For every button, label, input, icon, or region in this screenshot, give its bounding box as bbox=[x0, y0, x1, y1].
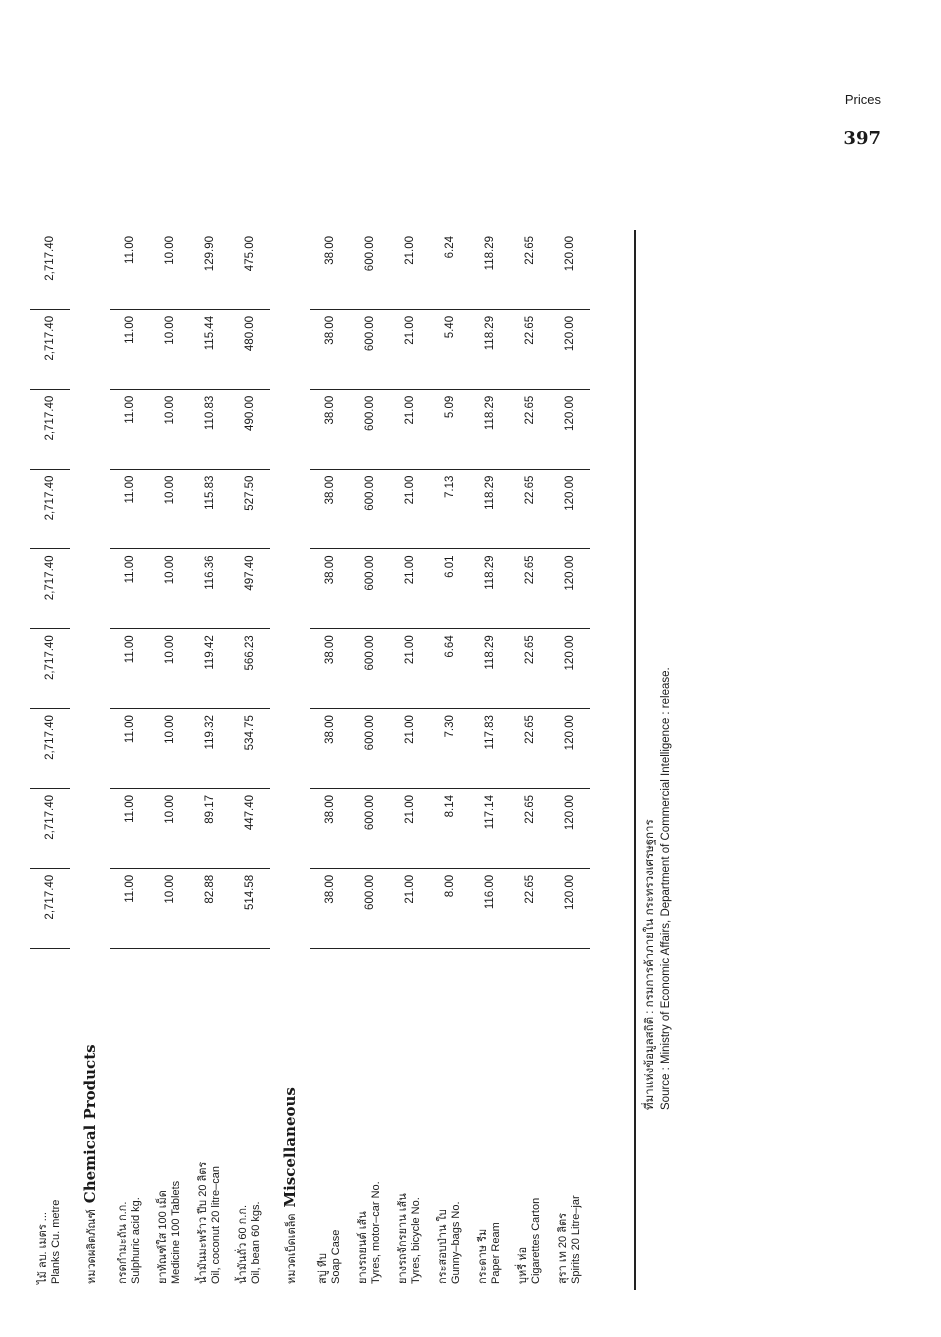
row-label bbox=[510, 948, 550, 1290]
price-cell: 5.09 bbox=[430, 389, 470, 469]
page-number: 397 bbox=[843, 128, 881, 149]
table-row bbox=[550, 230, 590, 1290]
section-heading bbox=[70, 230, 110, 1290]
price-cell: 22.65 bbox=[510, 549, 550, 629]
price-cell: 38.00 bbox=[310, 389, 350, 469]
price-cell: 120.00 bbox=[550, 230, 590, 309]
price-cell: 11.00 bbox=[110, 469, 150, 549]
price-cell: 6.24 bbox=[430, 230, 470, 309]
price-cell: 38.00 bbox=[310, 469, 350, 549]
row-label-thai: กรดกำมะถัน ก.ก. bbox=[117, 1201, 129, 1284]
price-cell: 11.00 bbox=[110, 868, 150, 948]
table-row bbox=[110, 230, 150, 1290]
row-label bbox=[110, 948, 150, 1290]
price-cell: 600.00 bbox=[350, 230, 390, 309]
price-cell: 2,717.40 bbox=[30, 788, 70, 868]
price-cell: 11.00 bbox=[110, 788, 150, 868]
source-thai: ที่มาแห่งข้อมูลสถิติ : กรมการค้าภายใน กระทรวงเศรษฐการ bbox=[644, 819, 656, 1110]
price-cell: 21.00 bbox=[390, 230, 430, 309]
row-label bbox=[350, 948, 390, 1290]
price-cell: 38.00 bbox=[310, 549, 350, 629]
table-row bbox=[190, 230, 230, 1290]
price-cell: 119.32 bbox=[190, 709, 230, 789]
price-cell: 120.00 bbox=[550, 868, 590, 948]
row-label bbox=[150, 948, 190, 1290]
price-cell: 38.00 bbox=[310, 788, 350, 868]
price-cell: 118.29 bbox=[470, 389, 510, 469]
price-cell: 120.00 bbox=[550, 709, 590, 789]
price-cell: 10.00 bbox=[150, 709, 190, 789]
price-cell: 120.00 bbox=[550, 788, 590, 868]
table-row bbox=[510, 230, 550, 1290]
row-label-thai: สุรา เท 20 ลิตร bbox=[557, 1212, 569, 1284]
row-label-thai: กระสอบป่าน ใบ bbox=[437, 1209, 449, 1284]
price-cell: 115.44 bbox=[190, 309, 230, 389]
table-row bbox=[310, 230, 350, 1290]
price-cell: 21.00 bbox=[390, 549, 430, 629]
price-cell: 21.00 bbox=[390, 868, 430, 948]
price-cell: 21.00 bbox=[390, 469, 430, 549]
price-cell: 118.29 bbox=[470, 549, 510, 629]
table-bottom-rule bbox=[634, 230, 636, 1290]
price-cell: 5.40 bbox=[430, 309, 470, 389]
section-heading-english: Chemical Products bbox=[80, 1044, 99, 1204]
price-cell: 116.00 bbox=[470, 868, 510, 948]
row-label-english: Tyres, motor–car No. bbox=[370, 1181, 382, 1284]
section-heading-english: Miscellaneous bbox=[280, 1087, 299, 1208]
row-label bbox=[390, 948, 430, 1290]
price-cell: 21.00 bbox=[390, 709, 430, 789]
price-cell: 22.65 bbox=[510, 788, 550, 868]
price-cell: 534.75 bbox=[230, 709, 270, 789]
row-label bbox=[470, 948, 510, 1290]
price-cell: 22.65 bbox=[510, 230, 550, 309]
row-label bbox=[30, 948, 70, 1290]
price-cell: 600.00 bbox=[350, 788, 390, 868]
price-cell: 600.00 bbox=[350, 629, 390, 709]
price-cell: 447.40 bbox=[230, 788, 270, 868]
price-cell: 11.00 bbox=[110, 309, 150, 389]
price-cell: 117.83 bbox=[470, 709, 510, 789]
price-cell: 10.00 bbox=[150, 389, 190, 469]
row-label bbox=[550, 948, 590, 1290]
price-cell: 2,717.40 bbox=[30, 469, 70, 549]
price-cell: 6.01 bbox=[430, 549, 470, 629]
price-cell: 480.00 bbox=[230, 309, 270, 389]
price-cell: 21.00 bbox=[390, 309, 430, 389]
price-cell: 2,717.40 bbox=[30, 709, 70, 789]
section-row bbox=[70, 230, 110, 1290]
section-heading-thai: หมวดผลิตภัณฑ์ bbox=[84, 1209, 98, 1284]
row-label bbox=[430, 948, 470, 1290]
row-label-thai: บุหรี่ ห่อ bbox=[517, 1246, 529, 1284]
row-label-english: Tyres, bicycle No. bbox=[410, 1197, 422, 1284]
price-cell: 7.13 bbox=[430, 469, 470, 549]
price-cell: 22.65 bbox=[510, 709, 550, 789]
row-label-thai: กระดาษ รีม bbox=[477, 1228, 489, 1284]
section-row bbox=[270, 230, 310, 1290]
table-row bbox=[470, 230, 510, 1290]
price-cell: 10.00 bbox=[150, 309, 190, 389]
price-cell: 120.00 bbox=[550, 629, 590, 709]
price-cell: 10.00 bbox=[150, 629, 190, 709]
price-cell: 2,717.40 bbox=[30, 309, 70, 389]
row-label bbox=[190, 948, 230, 1290]
price-cell: 120.00 bbox=[550, 309, 590, 389]
row-label-thai: ไม้ ลบ. เมตร ... bbox=[37, 1212, 49, 1284]
price-cell: 11.00 bbox=[110, 629, 150, 709]
row-label-english: Planks Cu. metre bbox=[50, 1199, 62, 1284]
price-cell: 7.30 bbox=[430, 709, 470, 789]
price-cell: 89.17 bbox=[190, 788, 230, 868]
price-cell: 600.00 bbox=[350, 309, 390, 389]
price-cell: 120.00 bbox=[550, 469, 590, 549]
price-cell: 21.00 bbox=[390, 788, 430, 868]
price-cell: 2,717.40 bbox=[30, 868, 70, 948]
price-cell: 22.65 bbox=[510, 389, 550, 469]
price-cell: 497.40 bbox=[230, 549, 270, 629]
price-cell: 600.00 bbox=[350, 709, 390, 789]
price-cell: 566.23 bbox=[230, 629, 270, 709]
price-cell: 118.29 bbox=[470, 230, 510, 309]
price-cell: 82.88 bbox=[190, 868, 230, 948]
price-cell: 22.65 bbox=[510, 469, 550, 549]
table-row bbox=[230, 230, 270, 1290]
row-label bbox=[310, 948, 350, 1290]
price-cell: 600.00 bbox=[350, 549, 390, 629]
price-cell: 21.00 bbox=[390, 389, 430, 469]
price-cell: 38.00 bbox=[310, 230, 350, 309]
price-cell: 38.00 bbox=[310, 309, 350, 389]
price-cell: 10.00 bbox=[150, 549, 190, 629]
row-label-english: Sulphuric acid kg. bbox=[130, 1197, 142, 1284]
price-cell: 120.00 bbox=[550, 389, 590, 469]
source-note bbox=[642, 230, 674, 1290]
price-cell: 116.36 bbox=[190, 549, 230, 629]
row-label-english: Oil, coconut 20 litre–can bbox=[210, 1165, 222, 1284]
row-label-english: Soap Case bbox=[330, 1229, 342, 1284]
price-cell: 117.14 bbox=[470, 788, 510, 868]
price-cell: 115.83 bbox=[190, 469, 230, 549]
price-cell: 514.58 bbox=[230, 868, 270, 948]
price-cell: 2,717.40 bbox=[30, 549, 70, 629]
price-cell: 38.00 bbox=[310, 709, 350, 789]
price-cell: 120.00 bbox=[550, 549, 590, 629]
row-label-thai: ยางรถจักรยาน เส้น bbox=[397, 1193, 409, 1284]
price-cell: 22.65 bbox=[510, 629, 550, 709]
table-row bbox=[150, 230, 190, 1290]
table-row bbox=[390, 230, 430, 1290]
row-label-thai: ยาทัณฑ์ใส 100 เม็ด bbox=[157, 1190, 169, 1284]
row-label-thai: สบู่ หีบ bbox=[317, 1253, 329, 1284]
price-cell: 21.00 bbox=[390, 629, 430, 709]
price-cell: 8.00 bbox=[430, 868, 470, 948]
price-cell: 600.00 bbox=[350, 469, 390, 549]
price-cell: 22.65 bbox=[510, 309, 550, 389]
price-cell: 11.00 bbox=[110, 230, 150, 309]
price-cell: 2,717.40 bbox=[30, 629, 70, 709]
section-heading-thai: หมวดเบ็ดเตล็ด bbox=[284, 1213, 298, 1284]
section-heading bbox=[270, 230, 310, 1290]
rotated-table-area bbox=[30, 180, 680, 1290]
row-label-english: Gunny–bags No. bbox=[450, 1201, 462, 1284]
price-cell: 600.00 bbox=[350, 389, 390, 469]
price-cell: 8.14 bbox=[430, 788, 470, 868]
table-body bbox=[30, 230, 590, 1290]
row-label-english: Cigarettes Carton bbox=[530, 1197, 542, 1284]
price-cell: 10.00 bbox=[150, 868, 190, 948]
price-cell: 10.00 bbox=[150, 788, 190, 868]
price-cell: 22.65 bbox=[510, 868, 550, 948]
price-cell: 10.00 bbox=[150, 469, 190, 549]
row-label-thai: น้ำมันถั่ว 60 ก.ก. bbox=[237, 1204, 249, 1284]
price-cell: 118.29 bbox=[470, 469, 510, 549]
row-label-english: Medicine 100 Tablets bbox=[170, 1180, 182, 1284]
price-cell: 11.00 bbox=[110, 549, 150, 629]
source-english: Source : Ministry of Economic Affairs, Department of Commercial Intelligence : release. bbox=[660, 667, 672, 1110]
price-cell: 129.90 bbox=[190, 230, 230, 309]
price-cell: 38.00 bbox=[310, 629, 350, 709]
price-table bbox=[30, 230, 590, 1290]
row-label-english: Oil, bean 60 kgs. bbox=[250, 1201, 262, 1284]
price-cell: 118.29 bbox=[470, 309, 510, 389]
price-cell: 110.83 bbox=[190, 389, 230, 469]
table-row bbox=[430, 230, 470, 1290]
table-row bbox=[30, 230, 70, 1290]
price-cell: 475.00 bbox=[230, 230, 270, 309]
price-cell: 10.00 bbox=[150, 230, 190, 309]
row-label-english: Paper Ream bbox=[490, 1222, 502, 1284]
price-cell: 118.29 bbox=[470, 629, 510, 709]
running-head: Prices bbox=[844, 92, 881, 107]
row-label-thai: น้ำมันมะพร้าว ปีบ 20 ลิตร bbox=[197, 1161, 209, 1284]
price-cell: 38.00 bbox=[310, 868, 350, 948]
price-cell: 600.00 bbox=[350, 868, 390, 948]
price-cell: 11.00 bbox=[110, 389, 150, 469]
price-cell: 2,717.40 bbox=[30, 389, 70, 469]
row-label-thai: ยางรถยนต์ เส้น bbox=[357, 1211, 369, 1284]
table-row bbox=[350, 230, 390, 1290]
price-cell: 11.00 bbox=[110, 709, 150, 789]
row-label bbox=[230, 948, 270, 1290]
row-label-english: Spirits 20 Litre–jar bbox=[570, 1195, 582, 1284]
price-cell: 527.50 bbox=[230, 469, 270, 549]
price-cell: 6.64 bbox=[430, 629, 470, 709]
price-cell: 490.00 bbox=[230, 389, 270, 469]
price-cell: 2,717.40 bbox=[30, 230, 70, 309]
price-cell: 119.42 bbox=[190, 629, 230, 709]
